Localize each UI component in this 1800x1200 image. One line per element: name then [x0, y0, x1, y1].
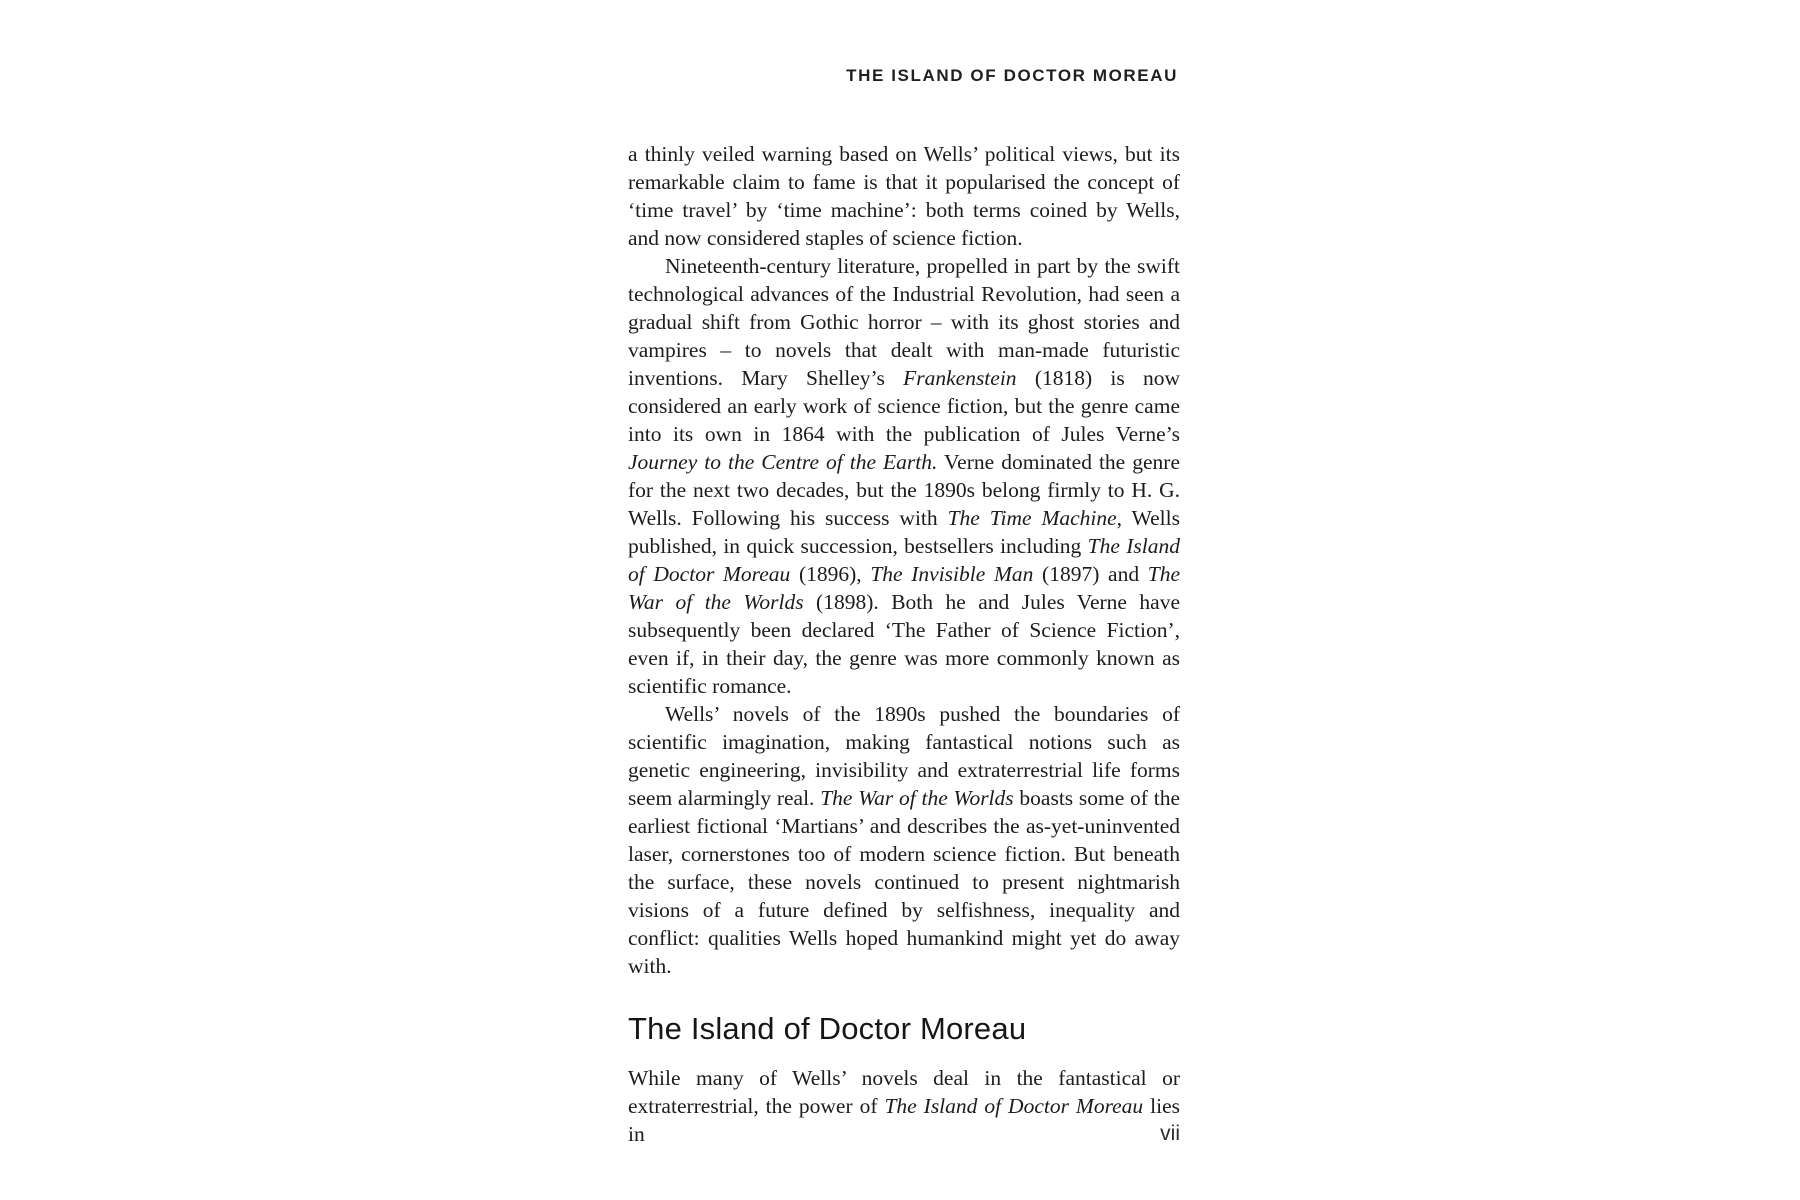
italic-text-run: The War of the Worlds [628, 562, 1180, 614]
text-run: Wells’ novels of the 1890s pushed the boundaries of scientific imagination, making fantastical notions such as genetic engineering, invisibility and extraterrestrial life forms seem alarmingly real. [628, 702, 1180, 810]
italic-text-run: Journey to the Centre of the Earth. [628, 450, 938, 474]
italic-text-run: Frankenstein [903, 366, 1017, 390]
text-run: lies in [628, 1094, 1181, 1146]
text-run: Nineteenth-century literature, propelled in part by the swift technological advances of the Industrial Revolution, had seen a gradual shift from Gothic horror – with its ghost stories and vampires – to novels that dealt with man-made futuristic inventions. Mary Shelley’s [628, 254, 1180, 390]
text-block [628, 140, 1180, 1148]
page-number: vii [1160, 1122, 1180, 1145]
text-run: boasts some of the earliest fictional ‘Martians’ and describes the as-yet-uninvented laser, cornerstones too of modern science fiction. But beneath the surface, these novels continued to present nightmarish visions of a future defined by selfishness, inequality and conflict: qualities Wells hoped humankind might yet do away with. [628, 786, 1180, 978]
text-run: (1897) and [1033, 562, 1148, 586]
italic-text-run: The War of the Worlds [820, 786, 1014, 810]
section-heading: The Island of Doctor Moreau [628, 1011, 1027, 1046]
italic-text-run: The Island of Doctor Moreau [628, 534, 1181, 586]
paragraph [628, 1064, 1180, 1148]
text-run: While many of Wells’ novels deal in the fantastical or extraterrestrial, the power of [628, 1066, 1180, 1118]
italic-text-run: The Island of Doctor Moreau [884, 1094, 1144, 1118]
body-paragraphs-top [628, 140, 1180, 980]
text-run: a thinly veiled warning based on Wells’ political views, but its remarkable claim to fame is that it popularised the concept of ‘time travel’ by ‘time machine’: both terms coined by Wells, and now considered staples of science fiction. [628, 142, 1180, 250]
paragraph [628, 700, 1180, 980]
text-run: , Wells published, in quick succession, bestsellers including [628, 506, 1180, 558]
paragraph [628, 140, 1180, 252]
italic-text-run: The Invisible Man [870, 562, 1034, 586]
text-run: Verne dominated the genre for the next two decades, but the 1890s belong firmly to H. G. Wells. Following his success with [628, 450, 1180, 530]
text-run: (1898). Both he and Jules Verne have subsequently been declared ‘The Father of Science Fiction’, even if, in their day, the genre was more commonly known as scientific romance. [628, 590, 1180, 698]
text-run: (1818) is now considered an early work of science fiction, but the genre came into its own in 1864 with the publication of Jules Verne’s [628, 366, 1180, 446]
italic-text-run: The Time Machine [947, 506, 1117, 530]
text-run: (1896), [790, 562, 871, 586]
running-header: THE ISLAND OF DOCTOR MOREAU [846, 66, 1178, 85]
body-paragraphs-bottom [628, 1064, 1180, 1148]
paragraph [628, 252, 1180, 700]
